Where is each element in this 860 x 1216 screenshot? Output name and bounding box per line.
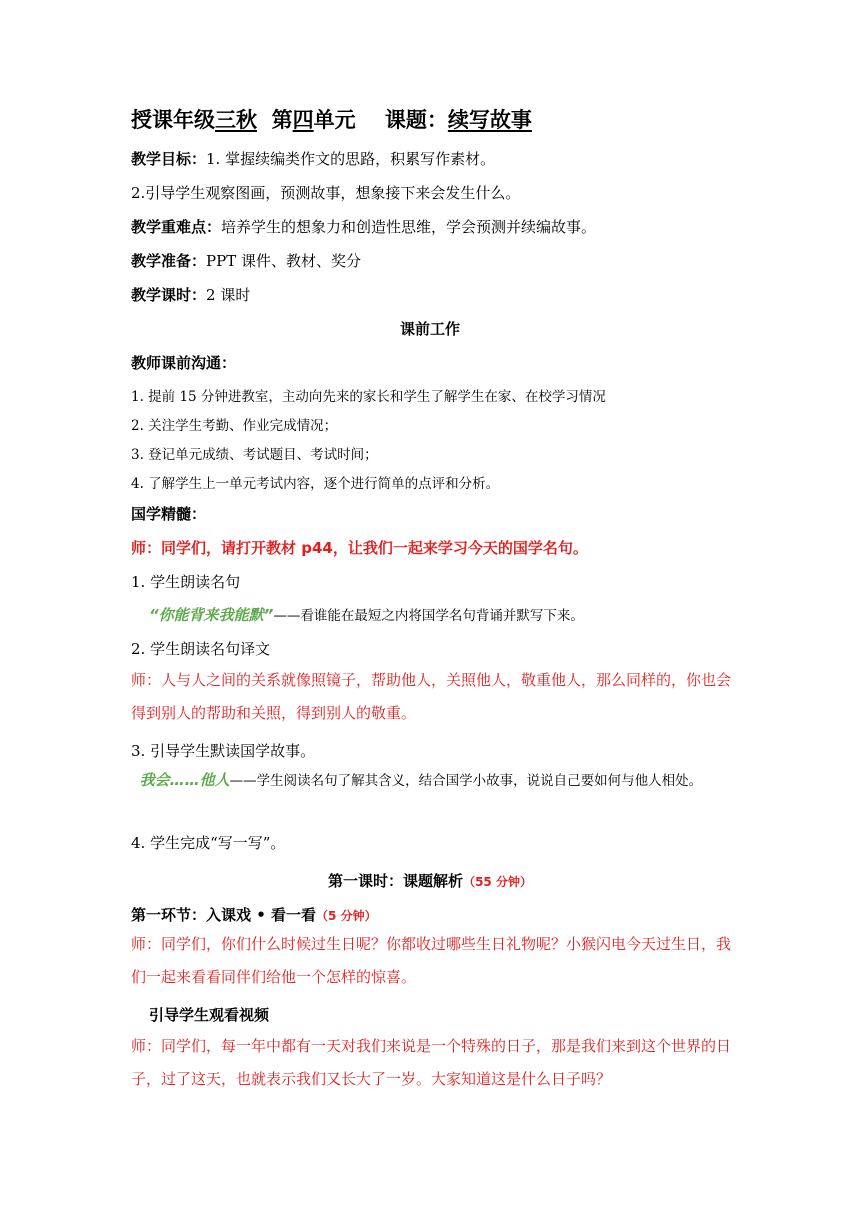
goal-1: 1. 掌握续编类作文的思路，积累写作素材。 (206, 150, 496, 168)
guoxue-label: 国学精髓： (131, 505, 207, 523)
topic-label: 课题： (384, 108, 448, 132)
part-1-label: 第一环节：入课戏 • 看一看 (131, 906, 317, 924)
teacher-comm-label: 教师课前沟通： (131, 354, 237, 372)
guoxue-step-3-detail (131, 765, 729, 796)
guide-teacher-line: 师：同学们，每一年中都有一天对我们来说是一个特殊的日子，那是我们来到这个世界的日子，过了这天，也就表示我们又长大了一岁。大家知道这是什么日子吗？ (131, 1037, 732, 1088)
key-difficulty (131, 216, 596, 237)
part-1-time: （5 分钟） (316, 909, 377, 923)
grade-prefix: 授课年级 (131, 108, 215, 132)
topic-value: 续写故事 (447, 108, 532, 132)
key-label: 教学重难点： (131, 218, 222, 236)
lesson-1-title: 第一课时：课题解析 (328, 872, 464, 890)
step3-desc: ——学生阅读名句了解其含义，结合国学小故事，说说自己要如何与他人相处。 (229, 773, 703, 789)
part-1-heading (131, 904, 377, 925)
document-title (131, 104, 532, 134)
guoxue-step-2-translation: 师：人与人之间的关系就像照镜子，帮助他人，关照他人，敬重他人，那么同样的，你也会得到别人的帮助和关照，得到别人的敬重。 (131, 671, 732, 722)
step3-activity: 我会……他人 (139, 771, 230, 789)
guoxue-step-3: 3. 引导学生默读国学故事。 (131, 742, 316, 760)
hours-label: 教学课时： (131, 286, 207, 304)
prep-text: PPT 课件、教材、奖分 (206, 252, 361, 270)
guide-video-heading: 引导学生观看视频 (149, 1006, 270, 1024)
pre-class-item-2: 2. 关注学生考勤、作业完成情况； (131, 418, 338, 434)
unit-number: 四 (292, 108, 314, 132)
guoxue-step-1: 1. 学生朗读名句 (131, 573, 241, 591)
pre-class-heading: 课前工作 (399, 320, 460, 338)
step1-desc: ——看谁能在最短之内将国学名句背诵并默写下来。 (273, 608, 584, 624)
unit-suffix: 单元 (313, 108, 356, 132)
unit-prefix: 第 (271, 108, 293, 132)
lesson-1-heading (131, 870, 729, 891)
grade-value: 三秋 (215, 108, 257, 132)
guoxue-step-4: 4. 学生完成“写一写”。 (131, 834, 286, 852)
teaching-hours (131, 284, 250, 305)
teaching-goal-2: 2.引导学生观察图画，预测故事，想象接下来会发生什么。 (131, 184, 521, 202)
pre-class-item-1: 1. 提前 15 分钟进教室，主动向先来的家长和学生了解学生在家、在校学习情况 (131, 389, 606, 405)
guoxue-teacher-line: 师：同学们，请打开教材 p44，让我们一起来学习今天的国学名句。 (131, 539, 588, 557)
pre-class-item-4: 4. 了解学生上一单元考试内容，逐个进行简单的点评和分析。 (131, 476, 500, 492)
teaching-goal (131, 148, 495, 169)
guoxue-step-2: 2. 学生朗读名句译文 (131, 640, 271, 658)
pre-class-item-3: 3. 登记单元成绩、考试题目、考试时间； (131, 447, 378, 463)
guoxue-step-1-detail (149, 604, 584, 625)
key-text: 培养学生的想象力和创造性思维，学会预测并续编故事。 (221, 218, 597, 236)
teaching-preparation (131, 250, 361, 271)
step1-activity: “你能背来我能默” (149, 606, 274, 624)
lesson-1-time: （55 分钟） (463, 875, 532, 889)
prep-label: 教学准备： (131, 252, 207, 270)
hours-text: 2 课时 (206, 286, 251, 304)
goal-label: 教学目标： (131, 150, 207, 168)
part-1-teacher-line: 师：同学们，你们什么时候过生日呢？你都收过哪些生日礼物呢？小猴闪电今天过生日，我们一起来看看同伴们给他一个怎样的惊喜。 (131, 935, 732, 986)
